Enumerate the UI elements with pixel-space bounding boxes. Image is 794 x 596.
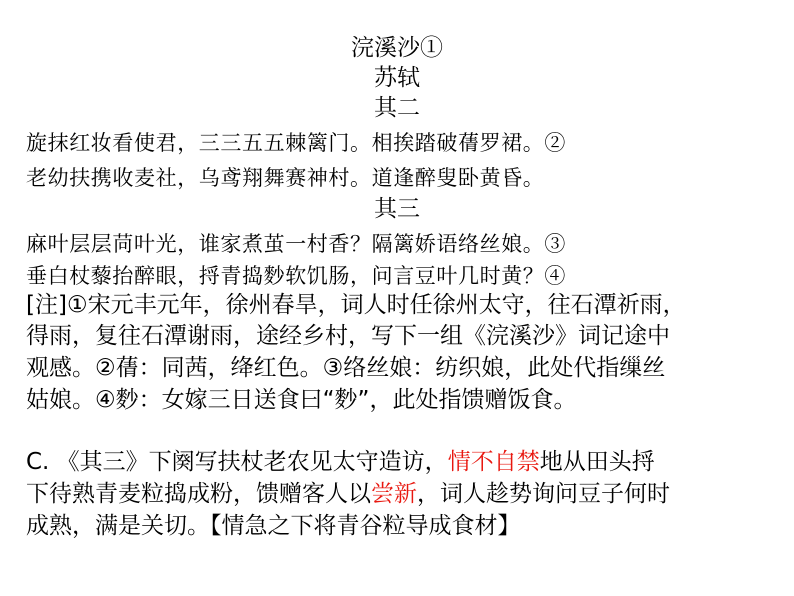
option-c-text: 下待熟青麦粒捣成粉，馈赠客人以 xyxy=(26,481,371,507)
annotation-line: 姑娘。④麨：女嫁三日送食曰“麨”，此处指馈赠饭食。 xyxy=(26,387,577,413)
annotation-line: 得雨，复往石潭谢雨，途经乡村，写下一组《浣溪沙》词记途中 xyxy=(26,323,670,349)
option-c-line-2 xyxy=(26,479,670,510)
highlight-phrase: 尝新 xyxy=(371,481,417,507)
annotation-line: [注]①宋元丰元年，徐州春旱，词人时任徐州太守，往石潭祈雨， xyxy=(26,292,686,318)
highlight-phrase: 情不自禁 xyxy=(447,449,540,475)
poem-line: 老幼扶携收麦社，乌鸢翔舞赛神村。道逢醉叟卧黄昏。 xyxy=(26,166,545,190)
poem-title: 浣溪沙① xyxy=(351,35,443,61)
option-c-text: ，词人趁势询问豆子何时 xyxy=(417,481,670,507)
poem-author: 苏轼 xyxy=(374,65,420,91)
poem-line: 旋抹红妆看使君，三三五五棘篱门。相挨踏破蒨罗裙。② xyxy=(26,131,566,155)
option-c-text: 地从田头捋 xyxy=(539,449,655,475)
section3-heading: 其三 xyxy=(374,196,420,222)
option-c-line-3: 成熟，满是关切。【情急之下将青谷粒导成食材】 xyxy=(26,513,521,539)
option-c-text: C. 《其三》下阕写扶杖老农见太守造访， xyxy=(26,449,448,475)
option-c-line-1 xyxy=(26,447,655,478)
poem-line: 麻叶层层苘叶光，谁家煮茧一村香？隔篱娇语络丝娘。③ xyxy=(26,232,566,256)
section2-heading: 其二 xyxy=(374,95,420,121)
annotation-line: 观感。②蒨：同茜，绛红色。③络丝娘：纺织娘，此处代指缫丝 xyxy=(26,355,666,381)
poem-line: 垂白杖藜抬醉眼，捋青捣麨软饥肠，问言豆叶几时黄？④ xyxy=(26,264,566,288)
